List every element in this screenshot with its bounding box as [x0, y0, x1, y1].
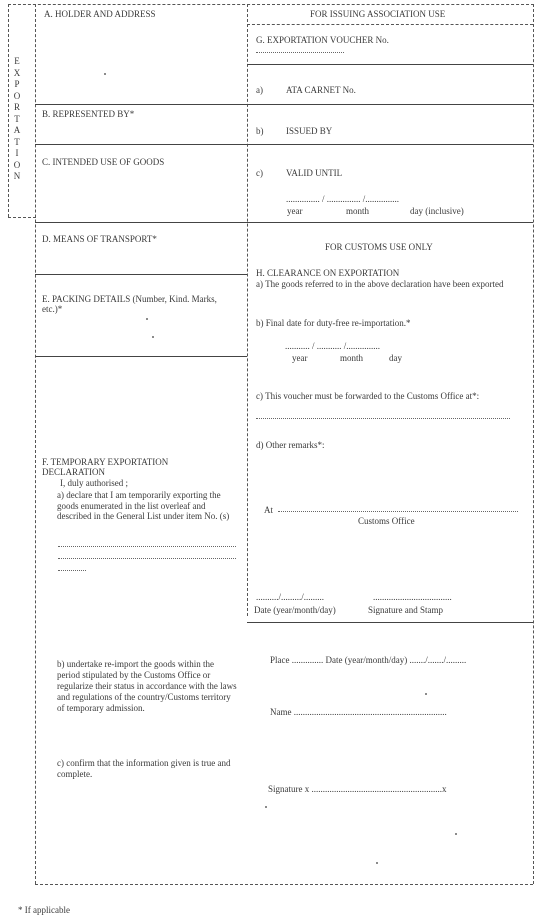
side-label-letter: X: [13, 67, 21, 78]
place-date-line[interactable]: Place .............. Date (year/month/day) ......./......./.........: [270, 655, 467, 665]
side-label-letter: N: [13, 171, 21, 181]
signature-line[interactable]: Signature x ..........................................................x: [268, 784, 447, 794]
export-box-bottom: [8, 217, 36, 218]
section-b-label: B. REPRESENTED BY*: [42, 109, 135, 119]
valid-until-label: VALID UNTIL: [286, 168, 343, 178]
at-customs-office-field[interactable]: [278, 511, 518, 512]
column-divider: [247, 4, 248, 616]
item-no-blank-1[interactable]: [58, 546, 236, 547]
side-label-letter: O: [13, 90, 21, 101]
scan-speck: [104, 73, 106, 75]
scan-speck: [425, 693, 427, 695]
right-sep-3: [247, 144, 533, 145]
item-no-blank-3[interactable]: [58, 570, 86, 571]
side-label-letter: P: [14, 79, 20, 89]
section-f-authorised: I, duly authorised ;: [60, 478, 128, 488]
section-e-label: E. PACKING DETAILS (Number, Kind. Marks, etc.)*: [42, 294, 217, 314]
stamp-date-caption: Date (year/month/day): [254, 605, 336, 615]
side-label-letter: O: [13, 159, 21, 170]
voucher-number-field[interactable]: [256, 52, 344, 53]
carnet-label: ATA CARNET No.: [286, 85, 356, 95]
outer-left-border-upper: [8, 4, 9, 217]
footnote: * If applicable: [18, 905, 70, 915]
valid-year-caption: year: [287, 206, 303, 216]
scan-speck: [455, 833, 457, 835]
at-label: At: [264, 505, 273, 515]
side-label-letter: T: [14, 136, 20, 147]
valid-until-date-field[interactable]: ............... / ............... /...............: [286, 194, 400, 204]
left-sep-1: [35, 104, 247, 105]
reimport-month-caption: month: [340, 353, 364, 363]
left-sep-4: [35, 274, 247, 275]
section-f-title-1: F. TEMPORARY EXPORTATION: [42, 457, 169, 467]
section-a-label: A. HOLDER AND ADDRESS: [44, 9, 156, 19]
section-f-item-c: c) confirm that the information given is true and complete.: [57, 758, 231, 779]
clearance-label: H. CLEARANCE ON EXPORTATION: [256, 268, 400, 278]
stamp-signature-field[interactable]: ...................................: [373, 592, 452, 602]
valid-month-caption: month: [346, 206, 370, 216]
scan-speck: [146, 318, 148, 320]
scan-speck: [376, 862, 378, 864]
right-sep-4: [247, 222, 533, 223]
scan-speck: [265, 806, 267, 808]
scan-speck: [152, 336, 154, 338]
reimport-year-caption: year: [292, 353, 308, 363]
section-f-item-a: a) declare that I am temporarily exporting the goods enumerated in the list overleaf and described in the General List under item No. (s): [57, 490, 230, 521]
clearance-item-d: d) Other remarks*:: [256, 440, 325, 450]
top-border: [8, 4, 534, 5]
valid-day-caption: day (inclusive): [410, 206, 464, 216]
stamp-signature-caption: Signature and Stamp: [368, 605, 443, 615]
clearance-item-a: a) The goods referred to in the above declaration have been exported: [256, 279, 504, 289]
right-sep-2: [247, 104, 533, 105]
customs-office-caption: Customs Office: [358, 516, 415, 526]
stamp-date-field[interactable]: ........../........./.........: [256, 592, 325, 602]
item-no-blank-2[interactable]: [58, 558, 236, 559]
section-c-label: C. INTENDED USE OF GOODS: [42, 157, 165, 167]
left-border: [35, 4, 36, 884]
left-sep-5: [35, 356, 247, 357]
name-line[interactable]: Name ....................................................................: [270, 707, 447, 717]
section-d-label: D. MEANS OF TRANSPORT*: [42, 234, 157, 244]
bottom-border: [35, 884, 533, 885]
right-sep-1: [247, 64, 533, 65]
issuing-title: FOR ISSUING ASSOCIATION USE: [310, 9, 446, 19]
carnet-prefix: a): [256, 85, 263, 95]
issued-by-prefix: b): [256, 126, 264, 136]
exportation-side-label: [10, 56, 24, 183]
side-label-letter: E: [14, 56, 20, 66]
reimport-day-caption: day: [389, 353, 402, 363]
clearance-item-c: c) This voucher must be forwarded to the Customs Office at*:: [256, 391, 480, 401]
customs-office-destination-field[interactable]: [256, 418, 510, 419]
left-sep-3: [35, 222, 247, 223]
section-f-title-2: DECLARATION: [42, 467, 105, 477]
right-border: [533, 4, 534, 884]
left-sep-2: [35, 144, 247, 145]
side-label-letter: T: [14, 113, 20, 124]
clearance-item-b: b) Final date for duty-free re-importation.*: [256, 318, 411, 328]
reimport-date-field[interactable]: ........... / ........... /...............: [285, 341, 381, 351]
side-label-letter: R: [13, 102, 20, 112]
customs-title: FOR CUSTOMS USE ONLY: [325, 242, 433, 252]
side-label-letter: I: [15, 148, 19, 158]
right-sep-title: [247, 24, 533, 25]
section-f-item-b: b) undertake re-import the goods within the period stipulated by the Customs Office or regularize their status in accordance with the laws and regulations of the country/Customs territory of temporary admission.: [57, 659, 237, 713]
right-sep-5: [247, 622, 533, 623]
issued-by-label: ISSUED BY: [286, 126, 333, 136]
side-label-letter: A: [13, 125, 21, 135]
voucher-label: G. EXPORTATION VOUCHER No.: [256, 35, 389, 45]
valid-until-prefix: c): [256, 168, 263, 178]
